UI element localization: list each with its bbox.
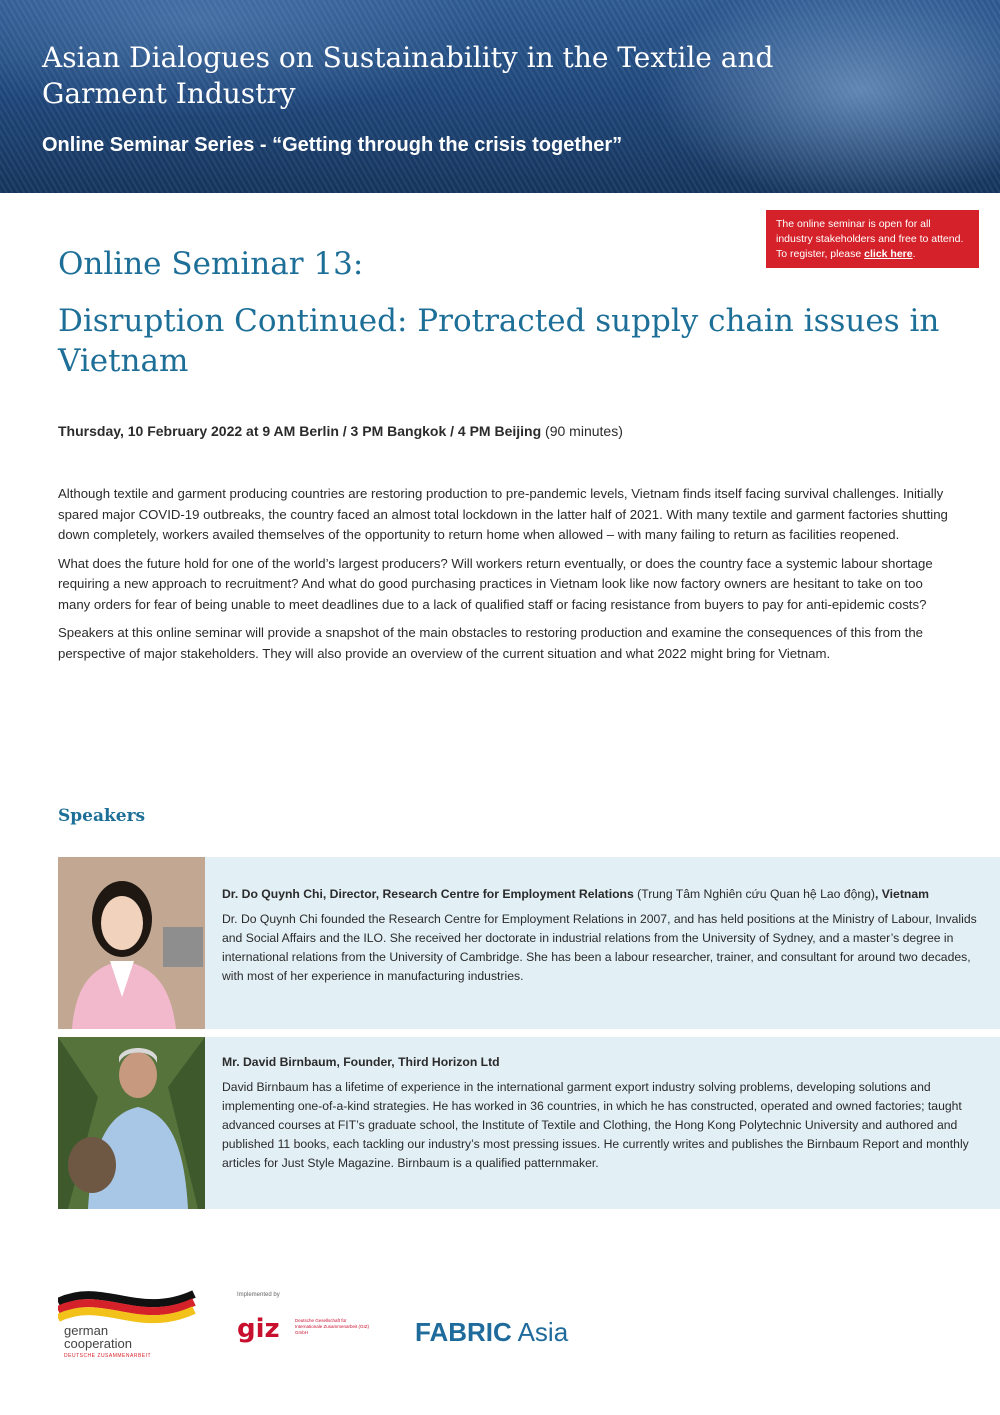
description-paragraph: Although textile and garment producing countries are restoring production to pre-pandemic levels, Vietnam finds itself facing survival challenges. Initially spared major COVID-19 outbreaks, the country faced an almost total lockdown in the latter half of 2021. With many textile and garment factories shutting down completely, workers availed themselves of the opportunity to return home when allowed – with many failing to return as facilities reopened. [58, 486, 948, 542]
fabric-logo-bold: FABRIC [415, 1317, 512, 1347]
series-subtitle: Online Seminar Series - “Getting through the crisis together” [42, 134, 623, 156]
speaker-name-title: Dr. Do Quynh Chi, Director, Research Centre for Employment Relations [222, 887, 634, 901]
speaker-name [222, 1053, 982, 1072]
speaker-photo [58, 1037, 205, 1209]
implemented-by-label: Implemented by [237, 1292, 280, 1298]
speaker-bio: David Birnbaum has a lifetime of experience in the international garment export industry solving problems, developing solutions and implementing one-of-a-kind strategies. He has worked in 36 countries, in which he has constructed, operated and owned factories; taught advanced courses at FIT’s graduate school, the Institute of Textile and Clothing, the Hong Kong Polytechnic University and authored and published 11 books, each tackling our industry’s most pressing issues. He currently writes and publishes the Birnbaum Report and monthly articles for Just Style Magazine. Birnbaum is a qualified patternmaker. [222, 1080, 969, 1170]
description-paragraph: What does the future hold for one of the world’s largest producers? Will workers return eventually, or does the country face a systemic labour shortage requiring a new approach to recruitment? And what do good purchasing practices in Vietnam look like now factory owners are hesitant to take on too many orders for fear of being unable to meet deadlines due to a lack of qualified staff or facing resistance from buyers to pay for anti-epidemic costs? [58, 555, 933, 612]
fabric-asia-logo [415, 1317, 568, 1348]
seminar-description [58, 484, 950, 672]
seminar-number: Online Seminar 13: [58, 246, 364, 282]
fabric-logo-rest: Asia [511, 1317, 569, 1347]
seminar-date [58, 421, 623, 441]
registration-text: The online seminar is open for all industry stakeholders and free to attend. To register, please [776, 218, 964, 260]
description-paragraph: Speakers at this online seminar will provide a snapshot of the main obstacles to restoring production and examine the consequences of this from the perspective of major stakeholders. They will also provide an overview of the current situation and what 2022 might bring for Vietnam. [58, 625, 923, 661]
register-link[interactable]: click here [864, 248, 913, 260]
speaker-name-vietnamese: (Trung Tâm Nghiên cứu Quan hệ Lao động) [633, 887, 875, 901]
header-banner [0, 0, 1000, 193]
gc-line-2: cooperation [64, 1336, 132, 1351]
speaker-card [58, 1037, 1000, 1209]
speaker-name-title: Mr. David Birnbaum, Founder, Third Horizon Ltd [222, 1055, 500, 1069]
registration-period: . [912, 248, 916, 260]
seminar-heading [58, 244, 958, 381]
gc-line-1: german [64, 1323, 109, 1338]
speaker-bio: Dr. Do Quynh Chi founded the Research Centre for Employment Relations in 2007, and has held positions at the Ministry of Labour, Invalids and Social Affairs and the ILO. She received her doctorate in industrial relations from the University of Sydney, and a master’s degree in international relations from the University of Cambridge. She has been a labour researcher, trainer, and consultant for around two decades, with most of her experience in manufacturing industries. [222, 912, 977, 983]
seminar-duration: (90 minutes) [541, 423, 623, 439]
seminar-date-time: Thursday, 10 February 2022 at 9 AM Berlin / 3 PM Bangkok / 4 PM Beijing [58, 423, 542, 439]
speaker-name [222, 885, 982, 904]
giz-subtitle: Deutsche Gesellschaft für Internationale Zusammenarbeit (GIZ) GmbH [295, 1318, 370, 1335]
speaker-photo [58, 857, 205, 1029]
gc-subtitle: DEUTSCHE ZUSAMMENARBEIT [64, 1353, 152, 1359]
partner-logos [0, 1280, 1000, 1380]
speaker-name-country: , Vietnam [874, 887, 929, 901]
speaker-info [222, 1053, 982, 1173]
speakers-heading: Speakers [58, 806, 146, 826]
seminar-subtitle: Disruption Continued: Protracted supply chain issues in Vietnam [58, 303, 940, 379]
speaker-card [58, 857, 1000, 1029]
german-cooperation-logo [64, 1324, 132, 1350]
speaker-info [222, 885, 982, 986]
giz-logo: giz [237, 1314, 280, 1344]
series-title: Asian Dialogues on Sustainability in the Textile and Garment Industry [42, 41, 774, 110]
